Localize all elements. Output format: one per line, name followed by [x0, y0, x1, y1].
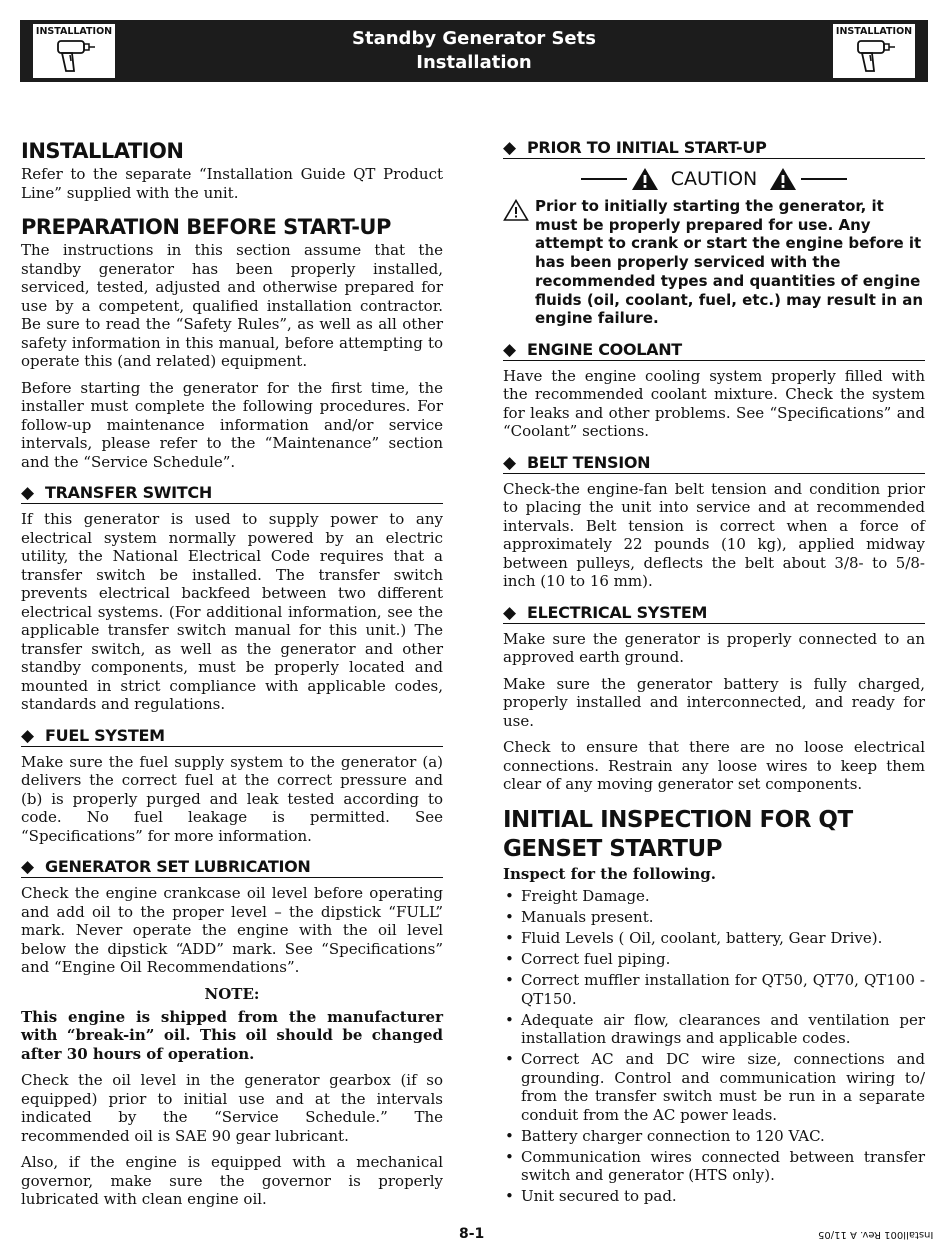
section-heading-text: ELECTRICAL SYSTEM [527, 602, 708, 622]
installation-heading: INSTALLATION [21, 139, 184, 163]
badge-label: INSTALLATION [35, 26, 113, 37]
prior-startup-heading [503, 138, 925, 159]
electrical-paragraph-3: Check to ensure that there are no loose electrical connections. Restrain any loose wires to keep them clear of any moving generator set components. [503, 738, 925, 794]
page-number: 8-1 [459, 1226, 485, 1242]
inspection-lead: Inspect for the following. [503, 864, 716, 883]
section-heading-text: PRIOR TO INITIAL START-UP [527, 138, 767, 157]
list-item: • Correct fuel piping. [503, 950, 925, 969]
left-column [21, 138, 443, 1217]
electrical-system-heading [503, 603, 925, 624]
list-item: • Fluid Levels ( Oil, coolant, battery, Gear Drive). [503, 929, 925, 948]
section-heading-text: FUEL SYSTEM [45, 725, 165, 745]
preparation-paragraph-2: Before starting the generator for the first time, the installer must complete the following procedures. For follow-up maintenance information and/or service intervals, please refer to the “Maintenance” section and the “Service Schedule”. [21, 378, 443, 471]
installation-badge-right [833, 24, 915, 78]
header-title-line1: Standby Generator Sets [352, 28, 596, 49]
installation-text: Refer to the separate “Installation Guide QT Product Line” supplied with the unit. [21, 165, 443, 202]
belt-tension-heading [503, 453, 925, 474]
diamond-bullet-icon: ◆ [503, 452, 516, 473]
installation-badge-left [33, 24, 115, 78]
diamond-bullet-icon: ◆ [21, 483, 34, 503]
diamond-bullet-icon: ◆ [503, 602, 516, 623]
section-heading-text: GENERATOR SET LUBRICATION [45, 857, 311, 876]
section-heading-text: TRANSFER SWITCH [45, 483, 212, 502]
electrical-paragraph-2: Make sure the generator battery is fully charged, properly installed and interconnected, and ready for use. [503, 674, 925, 730]
engine-coolant-text: Have the engine cooling system properly filled with the recommended coolant mixture. Check the system for leaks and other problems. See “Specifications” and “Coolant” sections. [503, 366, 925, 441]
caution-banner [503, 167, 925, 191]
caution-rule-right [801, 178, 847, 180]
section-heading-text: ENGINE COOLANT [527, 339, 682, 359]
right-column [503, 138, 925, 1208]
warning-triangle-icon [631, 167, 659, 191]
transfer-switch-heading [21, 483, 443, 504]
caution-label: CAUTION [670, 168, 758, 190]
drill-icon [52, 38, 96, 76]
transfer-switch-text: If this generator is used to supply power to any electrical system normally powered by an electric utility, the National Electrical Code requires that a transfer switch be installed. The transfer switch prevents electrical backfeed between two different electrical systems. (For additional information, see the applicable transfer switch manual for this unit.) The transfer switch, as well as the generator and other standby components, must be properly located and mounted in strict compliance with applicable codes, standards and regulations. [21, 510, 443, 713]
list-item: • Adequate air flow, clearances and ventilation per installation drawings and applicable codes. [503, 1011, 925, 1048]
page-header [20, 20, 928, 82]
list-item: • Freight Damage. [503, 887, 925, 906]
diamond-bullet-icon: ◆ [21, 857, 34, 877]
inspection-list [503, 887, 925, 1206]
header-title [140, 27, 808, 75]
fuel-system-heading [21, 726, 443, 747]
header-title-line2: Installation [416, 52, 532, 73]
gearbox-text: Check the oil level in the generator gearbox (if so equipped) prior to initial use and at the intervals indicated by the “Service Schedule.” The recommended oil is SAE 90 gear lubricant. [21, 1071, 443, 1145]
diamond-bullet-icon: ◆ [503, 138, 516, 158]
list-item: • Unit secured to pad. [503, 1187, 925, 1206]
section-heading-text: BELT TENSION [527, 452, 651, 472]
list-item: • Manuals present. [503, 908, 925, 927]
note-text: This engine is shipped from the manufacturer with “break-in” oil. This oil should be changed after 30 hours of operation. [21, 1007, 443, 1063]
caution-message [503, 197, 925, 328]
lubrication-text: Check the engine crankcase oil level before operating and add oil to the proper level – the dipstick “FULL” mark. Never operate the engine with the oil level below the dipstick “ADD” mark. See “Specifications” and “Engine Oil Recommendations”. [21, 884, 443, 976]
governor-text: Also, if the engine is equipped with a mechanical governor, make sure the governor is properly lubricated with clean engine oil. [21, 1153, 443, 1208]
fuel-system-text: Make sure the fuel supply system to the generator (a) delivers the correct fuel at the correct pressure and (b) is properly purged and leak tested according to code. No fuel leakage is permitted. See “Specifications” for more information. [21, 752, 443, 845]
list-item: • Communication wires connected between transfer switch and generator (HTS only). [503, 1148, 925, 1185]
preparation-heading: PREPARATION BEFORE START-UP [21, 215, 391, 239]
badge-label: INSTALLATION [835, 26, 913, 37]
drill-icon [852, 38, 896, 76]
note-title: NOTE: [204, 984, 260, 1003]
warning-triangle-icon [769, 167, 797, 191]
engine-coolant-heading [503, 340, 925, 361]
document-code: Install001 Rev. A 11/05 [818, 1229, 934, 1240]
belt-tension-text: Check-the engine-fan belt tension and condition prior to placing the unit into service and at recommended intervals. Belt tension is correct when a force of approximately 22 pounds (10 kg), applied midway between pulleys, deflects the belt about 3/8- to 5/8-inch (10 to 16 mm). [503, 479, 925, 591]
list-item: • Battery charger connection to 120 VAC. [503, 1127, 925, 1146]
diamond-bullet-icon: ◆ [21, 725, 34, 746]
inspection-heading: INITIAL INSPECTION FOR QT GENSET STARTUP [503, 806, 853, 862]
list-item: • Correct AC and DC wire size, connections and grounding. Control and communication wiring to/ from the transfer switch must be run in a separate conduit from the AC power leads. [503, 1050, 925, 1124]
warning-outline-icon [503, 199, 529, 221]
diamond-bullet-icon: ◆ [503, 339, 516, 360]
caution-text: Prior to initially starting the generator, it must be properly prepared for use. Any attempt to crank or start the engine before it has been properly serviced with the recommended types and quantities of engine fluids (oil, coolant, fuel, etc.) may result in an engine failure. [535, 197, 924, 328]
lubrication-heading [21, 857, 443, 878]
caution-rule-left [581, 178, 627, 180]
electrical-paragraph-1: Make sure the generator is properly connected to an approved earth ground. [503, 629, 925, 667]
list-item: • Correct muffler installation for QT50, QT70, QT100 - QT150. [503, 971, 925, 1008]
preparation-paragraph-1: The instructions in this section assume that the standby generator has been properly installed, serviced, tested, adjusted and otherwise prepared for use by a competent, qualified installation contractor. Be sure to read the “Safety Rules”, as well as all other safety information in this manual, before attempting to operate this (and related) equipment. [21, 241, 443, 370]
